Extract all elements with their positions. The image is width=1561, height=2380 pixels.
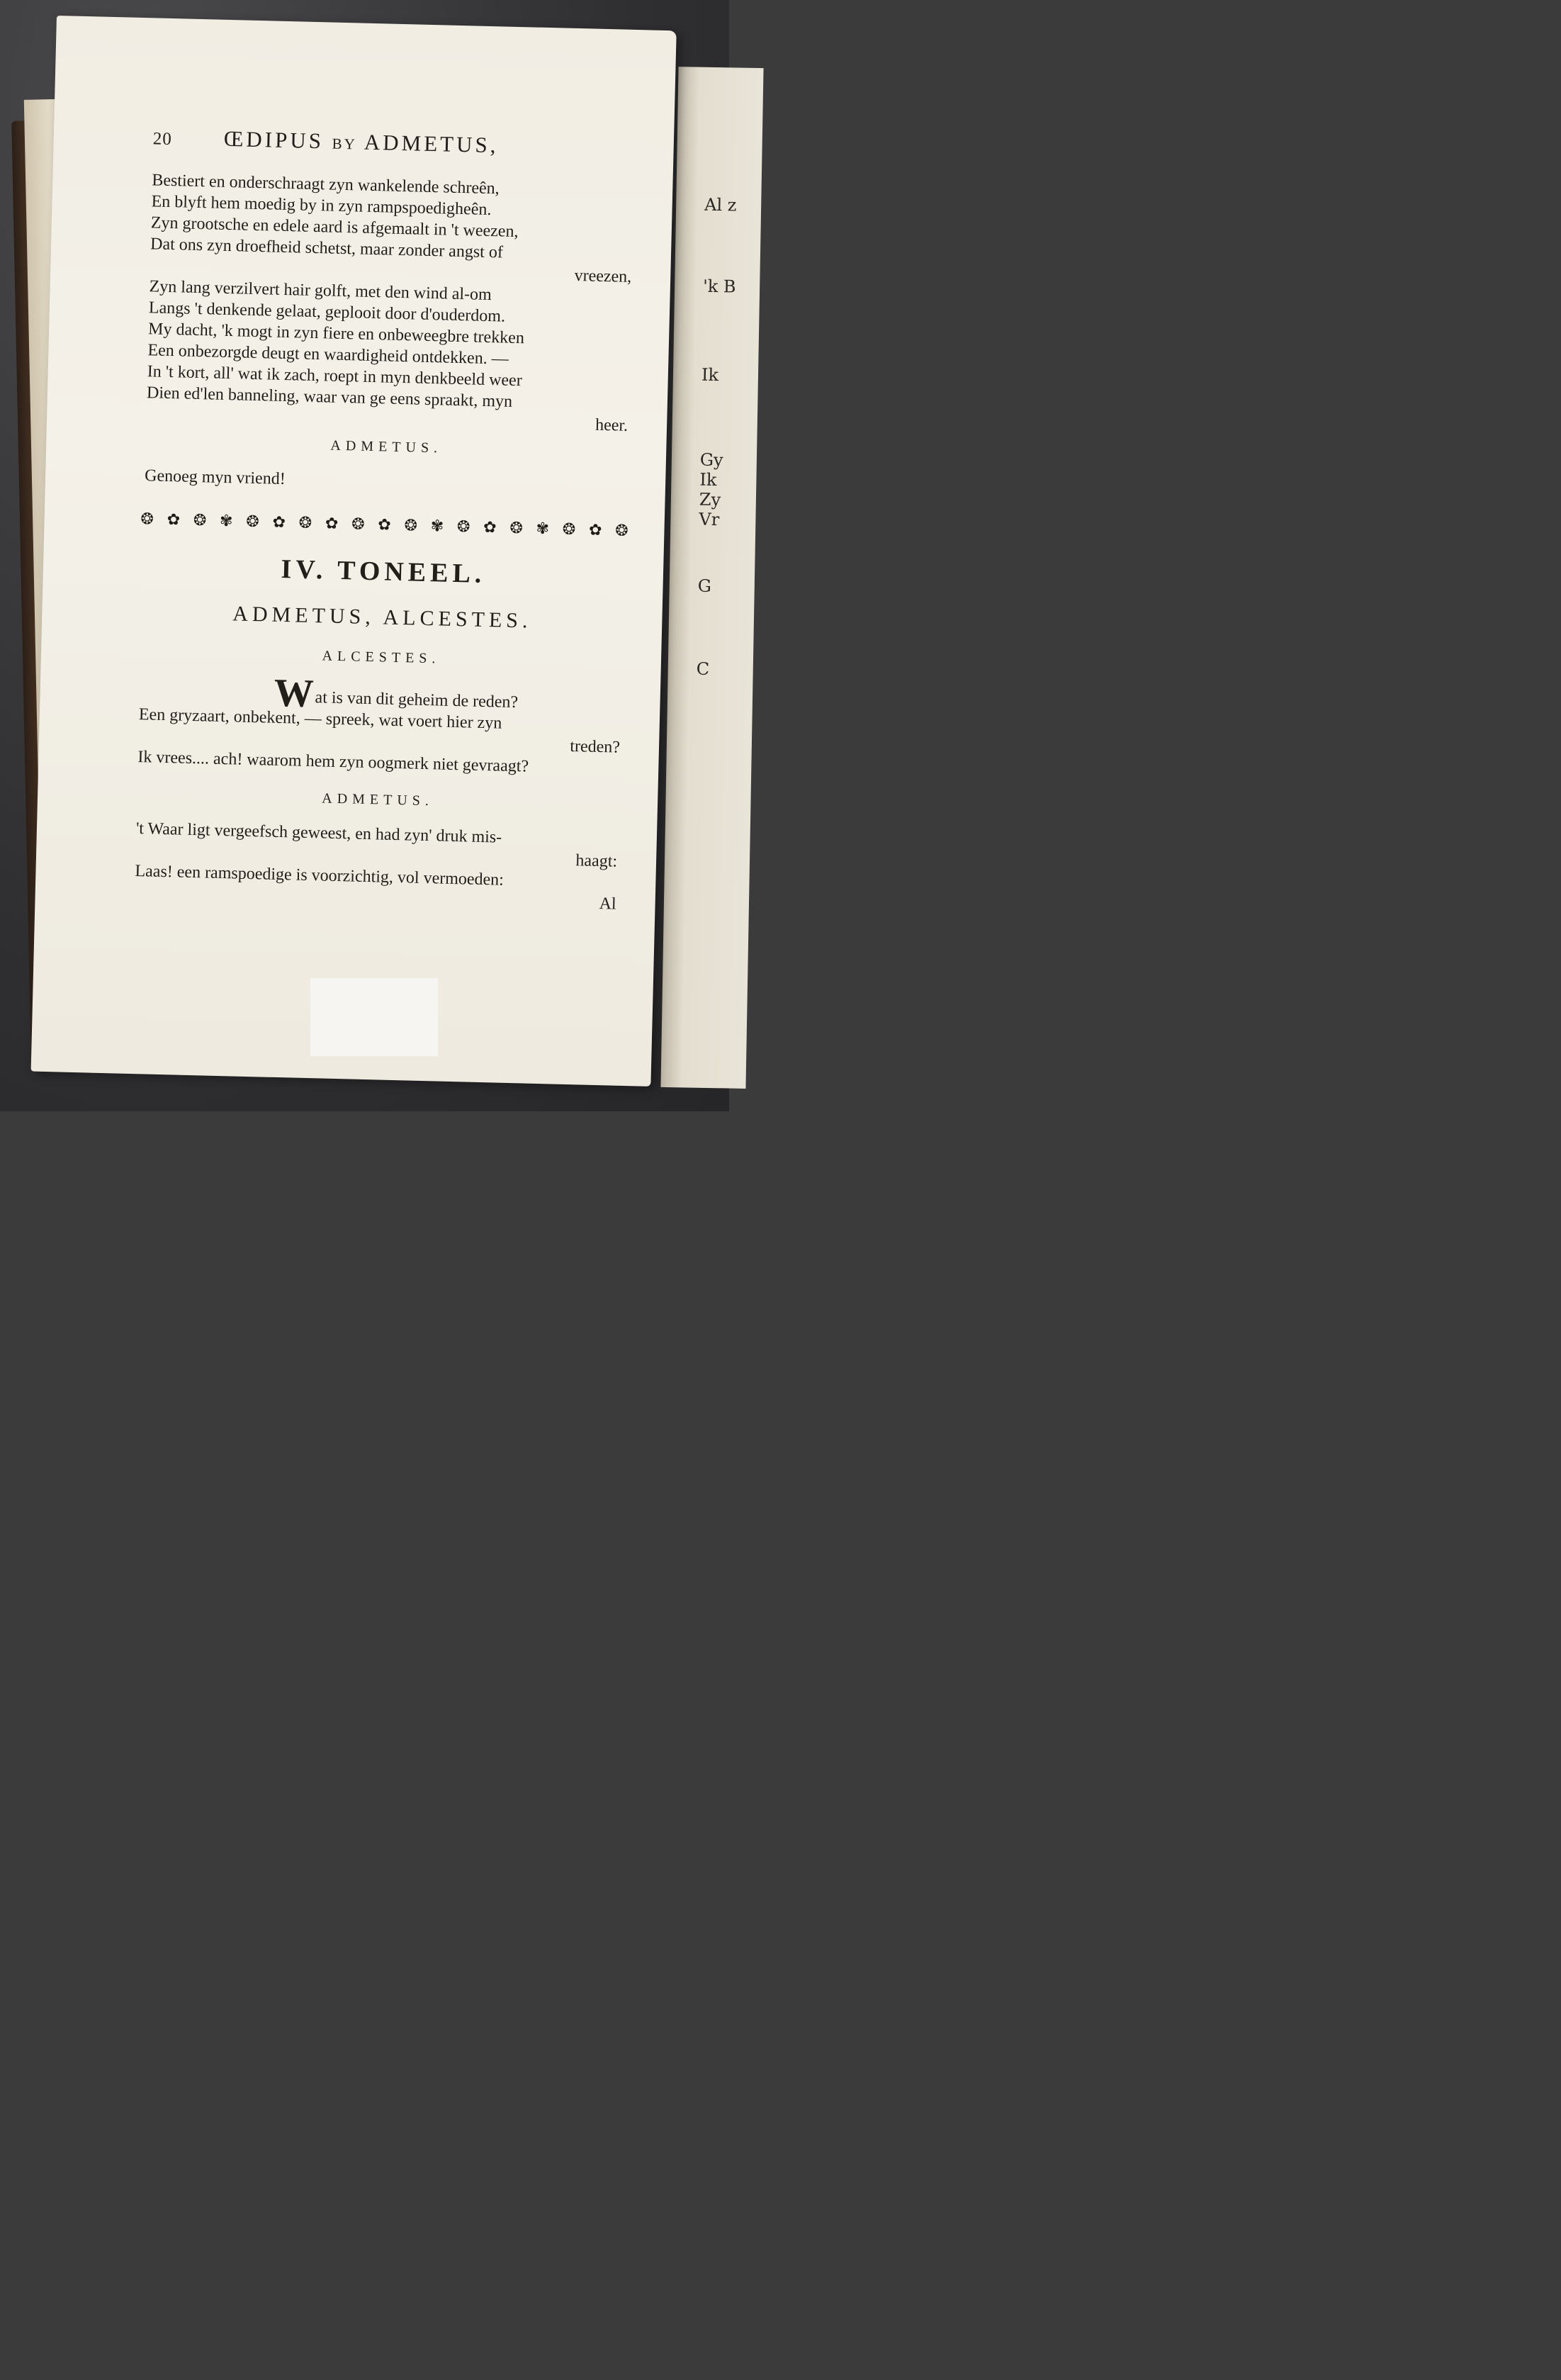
facing-page-text: Gy — [699, 449, 723, 471]
verse-line: Een gryzaart, onbekent, — spreek, wat voert hier zyn — [138, 705, 502, 733]
book-page — [31, 16, 677, 1087]
verse-turnover: heer. — [594, 415, 629, 435]
catchword: Al — [599, 894, 616, 914]
scene-title: IV. TONEEL. — [281, 554, 486, 590]
page-number: 20 — [152, 129, 173, 150]
ornament-glyph: ❂ — [562, 520, 576, 539]
ornament-glyph: ❂ — [351, 515, 365, 533]
ornament-glyph: ❂ — [246, 512, 260, 531]
ornament-glyph: ✿ — [167, 510, 181, 529]
ornament-glyph: ❂ — [456, 517, 470, 536]
verse-line: at is van dit geheim de reden? — [315, 688, 519, 712]
blank-patch — [310, 978, 438, 1056]
verse-line: Bestiert en onderschraagt zyn wankelende schreên, — [152, 171, 500, 198]
running-head — [152, 124, 635, 162]
ornament-glyph: ❂ — [193, 510, 207, 529]
ornament-glyph: ❂ — [298, 513, 312, 532]
passage-1 — [146, 169, 634, 437]
ornament-glyph: ✿ — [378, 515, 392, 534]
speaker-heading: ADMETUS. — [322, 790, 434, 809]
drop-cap: W — [273, 670, 315, 717]
ornament-glyph: ✾ — [536, 519, 550, 538]
facing-page-text: Vr — [699, 509, 720, 530]
speaker-heading: ALCESTES. — [322, 648, 441, 667]
verse-line: Zyn grootsche en edele aard is afgemaalt in 't weezen, — [150, 213, 519, 242]
verse-line: En blyft hem moedig by in zyn rampspoedigheên. — [151, 192, 492, 220]
facing-page-text: G — [697, 576, 712, 596]
facing-page-text: Al z — [704, 194, 737, 215]
ornament-glyph: ✿ — [483, 517, 497, 537]
facing-page-text: 'k B — [702, 276, 736, 297]
verse-line: Dien ed'len banneling, waar van ge eens spraakt, myn — [146, 383, 513, 411]
scene-characters: ADMETUS, ALCESTES. — [232, 602, 532, 633]
verse-turnover: treden? — [570, 737, 621, 757]
verse-line: Dat ons zyn droefheid schetst, maar zonder angst of — [150, 235, 504, 262]
facing-page-text: C — [696, 658, 710, 679]
verse-line: Ik vrees.... ach! waarom hem zyn oogmerk niet gevraagt? — [137, 748, 529, 776]
ornament-glyph: ❂ — [509, 518, 524, 537]
ornament-glyph: ❂ — [614, 521, 629, 539]
ornament-glyph: ✾ — [219, 511, 233, 530]
facing-page-text: Zy — [699, 489, 721, 510]
ornament-glyph: ✿ — [272, 512, 286, 532]
ornament-glyph: ✿ — [325, 514, 339, 532]
verse-turnover: haagt: — [575, 851, 618, 871]
verse-line: Genoeg myn vriend! — [144, 466, 286, 489]
running-title-part2: ADMETUS, — [364, 129, 499, 158]
passage-short — [145, 465, 627, 498]
facing-page-text: Ik — [699, 469, 717, 490]
facing-page — [660, 67, 763, 1089]
verse-turnover: vreezen, — [574, 266, 632, 286]
running-title-small: BY — [332, 135, 358, 153]
running-title — [223, 126, 498, 158]
ornament-glyph: ✾ — [430, 517, 444, 535]
ornament-divider — [136, 509, 632, 541]
passage-2 — [137, 670, 621, 780]
verse-line: Langs 't denkende gelaat, geplooit door d'ouderdom. — [148, 298, 506, 326]
verse-line: Een onbezorgde deugt en waardigheid ontdekken. — — [147, 341, 509, 369]
verse-line: Laas! een ramspoedige is voorzichtig, vol vermoeden: — [135, 862, 505, 889]
verse-line: In 't kort, all' wat ik zach, roept in myn denkbeeld weer — [147, 362, 523, 391]
running-title-part1: ŒDIPUS — [223, 125, 325, 154]
speaker-heading: ADMETUS. — [330, 437, 443, 456]
ornament-glyph: ❂ — [140, 510, 154, 528]
facing-page-text: Ik — [701, 364, 719, 386]
verse-line: Zyn lang verzilvert hair golft, met den wind al-om — [149, 277, 492, 305]
passage-3 — [135, 818, 618, 894]
page-content — [134, 124, 635, 914]
verse-line: 't Waar ligt vergeefsch geweest, en had zyn' druk mis- — [135, 819, 502, 847]
ornament-glyph: ❂ — [404, 516, 418, 534]
ornament-glyph: ✿ — [588, 520, 602, 539]
verse-line: My dacht, 'k mogt in zyn fiere en onbeweegbre trekken — [147, 320, 525, 348]
